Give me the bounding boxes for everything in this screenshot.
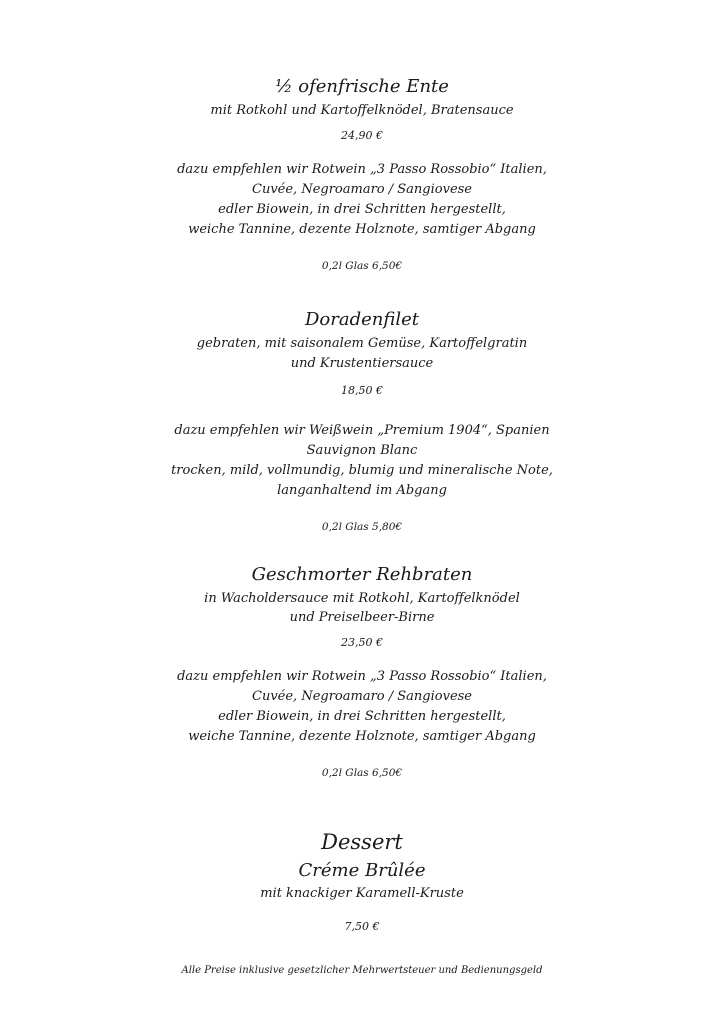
- dish-description-line: gebraten, mit saisonalem Gemüse, Kartoffelgratin: [196, 336, 528, 351]
- wine-recommendation-line: Cuvée, Negroamaro / Sangiovese: [252, 689, 472, 704]
- footer-note: Alle Preise inklusive gesetzlicher Mehrwertsteuer und Bedienungsgeld: [181, 965, 543, 976]
- dessert-description: mit knackiger Karamell-Kruste: [260, 886, 464, 901]
- dish-price: 24,90 €: [341, 129, 383, 142]
- dish-description-line: mit Rotkohl und Kartoffelknödel, Bratensauce: [210, 103, 514, 118]
- dish-title-ente: ½ ofenfrische Ente: [275, 76, 449, 97]
- wine-glass-price: 0,2l Glas 5,80€: [321, 521, 403, 533]
- wine-recommendation-line: trocken, mild, vollmundig, blumig und mineralische Note,: [171, 463, 553, 478]
- wine-recommendation-line: edler Biowein, in drei Schritten hergestellt,: [218, 709, 506, 724]
- wine-recommendation-line: weiche Tannine, dezente Holznote, samtiger Abgang: [188, 729, 536, 744]
- wine-recommendation-line: edler Biowein, in drei Schritten hergestellt,: [218, 202, 506, 217]
- wine-recommendation-line: Cuvée, Negroamaro / Sangiovese: [252, 182, 472, 197]
- wine-recommendation-line: dazu empfehlen wir Rotwein „3 Passo Rossobio“ Italien,: [177, 669, 547, 684]
- dessert-title: Créme Brûlée: [298, 860, 426, 881]
- wine-recommendation-line: dazu empfehlen wir Weißwein „Premium 1904“, Spanien: [174, 423, 550, 438]
- section-heading-dessert: Dessert: [321, 830, 403, 854]
- wine-recommendation-line: dazu empfehlen wir Rotwein „3 Passo Rossobio“ Italien,: [177, 162, 547, 177]
- wine-recommendation-line: weiche Tannine, dezente Holznote, samtiger Abgang: [188, 222, 536, 237]
- dish-description-line: und Krustentiersauce: [290, 356, 434, 371]
- dish-title-rehbraten: Geschmorter Rehbraten: [251, 564, 473, 585]
- dish-price: 23,50 €: [341, 636, 383, 649]
- wine-recommendation-line: langanhaltend im Abgang: [277, 483, 447, 498]
- wine-recommendation-line: Sauvignon Blanc: [306, 443, 418, 458]
- dessert-price: 7,50 €: [344, 920, 380, 933]
- dish-price: 18,50 €: [341, 384, 383, 397]
- dish-description-line: und Preiselbeer-Birne: [289, 610, 435, 625]
- wine-glass-price: 0,2l Glas 6,50€: [321, 260, 403, 272]
- dish-description-line: in Wacholdersauce mit Rotkohl, Kartoffelknödel: [204, 591, 520, 606]
- dish-title-doradenfilet: Doradenfilet: [304, 309, 420, 330]
- wine-glass-price: 0,2l Glas 6,50€: [321, 767, 403, 779]
